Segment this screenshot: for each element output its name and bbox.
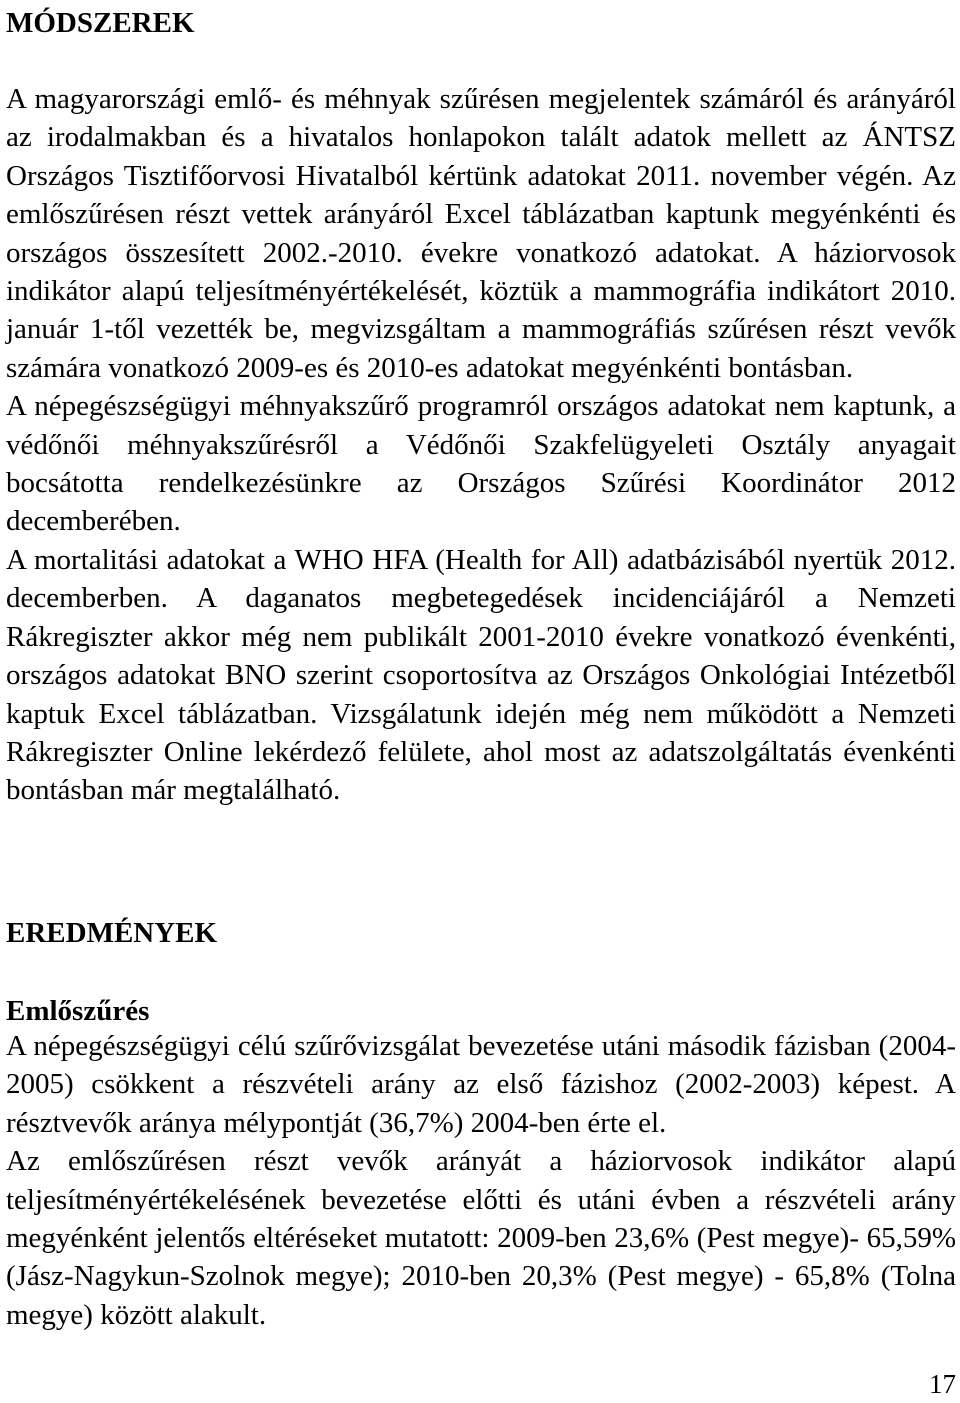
page-number: 17 [929, 1369, 956, 1399]
section-heading-results: EREDMÉNYEK [6, 917, 218, 949]
section-heading-methods: MÓDSZEREK [6, 7, 195, 39]
results-paragraph-participation-phases: A népegészségügyi célú szűrővizsgálat bevezetése utáni második fázisban (2004-2005) csökkent a részvételi arány az első fázishoz (2002-2003) képest. A résztvevők aránya mélypontját (36,7%) 2004-ben érte el. [6, 1030, 956, 1139]
methods-paragraph-data-sources: A magyarországi emlő- és méhnyak szűrésen megjelentek számáról és arányáról az irodalmakban és a hivatalos honlapokon talált adatok mellett az ÁNTSZ Országos Tisztifőorvosi Hivatalból kértünk adatokat 2011. november végén. Az emlőszűrésen részt vettek arányáról Excel táblázatban kaptunk megyénkénti és országos összesített 2002.-2010. évekre vonatkozó adatokat. A háziorvosok indikátor alapú teljesítményértékelését, köztük a mammográfia indikátort 2010. január 1-től vezették be, megvizsgáltam a mammográfiás szűrésen részt vevők számára vonatkozó 2009-es és 2010-es adatokat megyénkénti bontásban. [6, 83, 956, 384]
subsection-heading-breast-screening: Emlőszűrés [6, 995, 150, 1027]
results-paragraph-county-differences: Az emlőszűrésen részt vevők arányát a háziorvosok indikátor alapú teljesítményértékelésének bevezetése előtti és utáni évben a részvételi arány megyénként jelentős eltéréseket mutatott: 2009-ben 23,6% (Pest megye)- 65,59% (Jász-Nagykun-Szolnok megye); 2010-ben 20,3% (Pest megye) - 65,8% (Tolna megye) között alakult. [6, 1145, 956, 1331]
methods-paragraph-mortality-incidence: A mortalitási adatokat a WHO HFA (Health for All) adatbázisából nyertük 2012. decemberben. A daganatos megbetegedések incidenciájáról a Nemzeti Rákregiszter akkor még nem publikált 2001-2010 évekre vonatkozó évenkénti, országos adatokat BNO szerint csoportosítva az Országos Onkológiai Intézetből kaptuk Excel táblázatban. Vizsgálatunk idején még nem működött a Nemzeti Rákregiszter Online lekérdező felülete, ahol most az adatszolgáltatás évenkénti bontásban már megtalálható. [6, 543, 956, 807]
methods-paragraph-cervical-screening: A népegészségügyi méhnyakszűrő programról országos adatokat nem kaptunk, a védőnői méhnyakszűrésről a Védőnői Szakfelügyeleti Osztály anyagait bocsátotta rendelkezésünkre az Országos Szűrési Koordinátor 2012 decemberében. [6, 390, 956, 538]
results-body [6, 1027, 956, 1334]
methods-body [6, 80, 956, 810]
document-page [6, 0, 956, 1403]
